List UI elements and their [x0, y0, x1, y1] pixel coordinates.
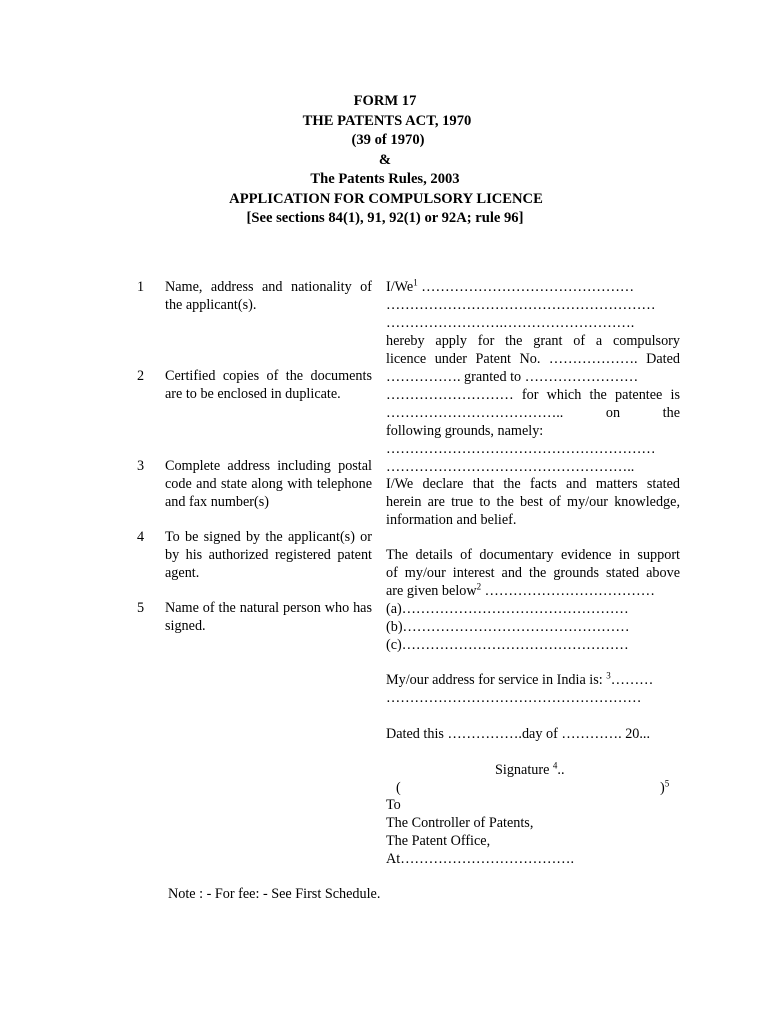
- act-title: THE PATENTS ACT, 1970: [302, 112, 472, 129]
- granted-to-line[interactable]: ……………. granted to ……………………: [386, 369, 639, 385]
- applicant-blank[interactable]: ………………………………………: [417, 279, 635, 295]
- instruction-number: 2: [137, 368, 145, 384]
- instruction-text: Name of the natural person who has signed.: [165, 600, 372, 634]
- declaration-text: information and belief.: [386, 512, 517, 528]
- act-number: (39 of 1970): [351, 132, 425, 148]
- instruction-number: 4: [137, 529, 145, 545]
- name-paren-close: )$^5$: [660, 778, 670, 796]
- instruction-number: 3: [137, 458, 145, 474]
- signature-label: Signature $^4$..: [495, 760, 565, 778]
- service-address-blank-line[interactable]: ………………………………………………: [386, 690, 642, 706]
- patentee-line[interactable]: ……………………… for which the patentee is: [386, 387, 680, 403]
- applicant-blank-line[interactable]: …………………………………………………: [386, 297, 656, 313]
- applicant-line: I/We$^1$ ………………………………………: [386, 277, 635, 295]
- sections-reference: [See sections 84(1), 91, 92(1) or 92A; rule 96]: [246, 210, 524, 226]
- instruction-number: 5: [137, 600, 145, 616]
- name-paren-open: (: [396, 780, 401, 796]
- evidence-text: of my/our interest and the grounds stated above: [386, 565, 680, 581]
- evidence-text: The details of documentary evidence in support: [386, 547, 680, 563]
- evidence-blank[interactable]: ………………………………: [481, 583, 655, 599]
- form-number: FORM 17: [353, 93, 417, 109]
- instruction-text: Name, address and nationality of the applicant(s).: [165, 279, 372, 313]
- addressee-controller: The Controller of Patents,: [386, 815, 534, 831]
- fee-note: Note : - For fee: - See First Schedule.: [168, 886, 381, 902]
- declaration-text: I/We declare that the facts and matters stated: [386, 476, 680, 492]
- addressee-to: To: [386, 797, 401, 813]
- addressee-location[interactable]: At……………………………….: [386, 851, 574, 867]
- declaration-text: herein are true to the best of my/our knowledge,: [386, 494, 680, 510]
- grounds-blank-line[interactable]: ……………………………………………..: [386, 459, 635, 475]
- applicant-blank-line[interactable]: …………………….……………………….: [386, 315, 635, 331]
- evidence-item-a[interactable]: (a)…………………………………………: [386, 601, 629, 617]
- grounds-label: following grounds, namely:: [386, 423, 544, 439]
- service-address-blank[interactable]: ………: [610, 672, 654, 688]
- instruction-number: 1: [137, 279, 145, 295]
- patent-number-line[interactable]: licence under Patent No. ………………. Dated: [386, 351, 680, 367]
- evidence-line: are given below$^2$ ………………………………: [386, 581, 655, 599]
- evidence-item-c[interactable]: (c)…………………………………………: [386, 637, 629, 653]
- form-header: [0, 92, 770, 229]
- instruction-text: Certified copies of the documents are to be enclosed in duplicate.: [165, 368, 372, 402]
- addressee-office: The Patent Office,: [386, 833, 491, 849]
- dated-line[interactable]: Dated this …………….day of …………. 20...: [386, 726, 651, 742]
- form-title: APPLICATION FOR COMPULSORY LICENCE: [229, 190, 543, 207]
- evidence-item-b[interactable]: (b)…………………………………………: [386, 619, 630, 635]
- ampersand: &: [378, 151, 392, 168]
- instruction-text: Complete address including postal code and state along with telephone and fax number(s): [165, 458, 372, 510]
- apply-text: hereby apply for the grant of a compulsory: [386, 333, 680, 349]
- instruction-text: To be signed by the applicant(s) or by his authorized registered patent agent.: [165, 529, 372, 581]
- service-address-line: My/our address for service in India is: $^3$………: [386, 670, 654, 688]
- grounds-blank-line[interactable]: …………………………………………………: [386, 441, 656, 457]
- date-on-line[interactable]: ……………………………….. on the: [386, 405, 680, 421]
- rules-title: The Patents Rules, 2003: [310, 171, 460, 187]
